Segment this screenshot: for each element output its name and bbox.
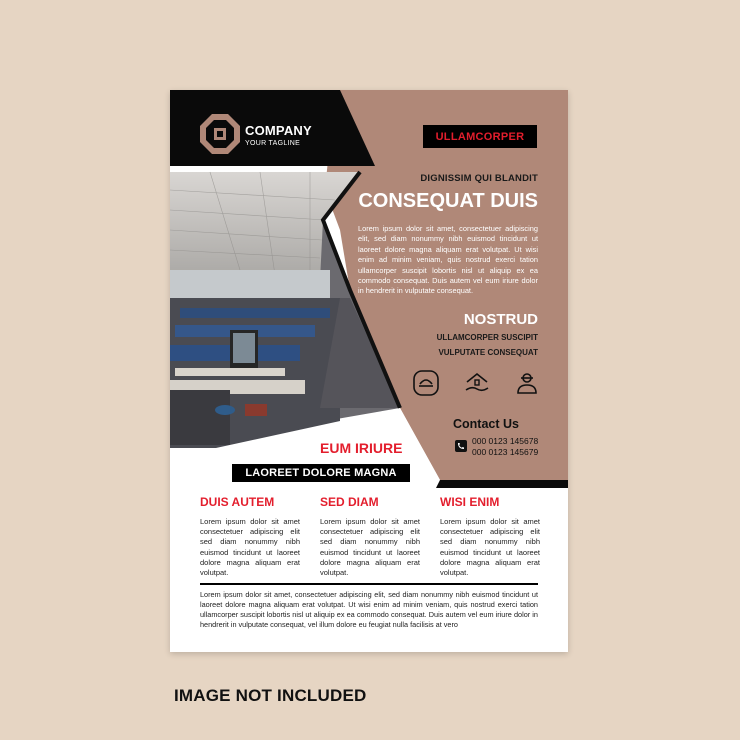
intro-text: Lorem ipsum dolor sit amet, consectetuer adipiscing elit, sed diam nonummy nibh euismod tincidunt ut laoreet dolore magna aliquam erat volutpat. Ut wisi enim ad minim veniam, quis nostrud exerci tation ullamcorper suscipit lobortis nisl ut aliquip ex ea commodo consequat. Duis autem vel eum iriure dolor in hendrerit in vulputate consequat. (358, 224, 538, 296)
column-2-text: Lorem ipsum dolor sit amet consectetuer adipiscing elit sed diam nonummy nibh euismod tincidunt ut laoreet dolore magna aliquam erat volutpat. (320, 517, 420, 578)
column-1-title: DUIS AUTEM (200, 495, 275, 509)
divider (200, 583, 538, 585)
worker-icon (512, 368, 542, 398)
feature-bar (232, 464, 410, 482)
nostrud-line-1: ULLAMCORPER SUSCIPIT (436, 333, 538, 342)
feature-title: EUM IRIURE (320, 440, 403, 456)
column-3-title: WISI ENIM (440, 495, 500, 509)
column-1-text: Lorem ipsum dolor sit amet consectetuer adipiscing elit sed diam nonummy nibh euismod tincidunt ut laoreet dolore magna aliquam erat volutpat. (200, 517, 300, 578)
ribbon-label (423, 125, 537, 148)
feature-bar-text: LAOREET DOLORE MAGNA (245, 467, 397, 479)
column-2-title: SED DIAM (320, 495, 379, 509)
bottom-black-band (436, 480, 568, 488)
home-hand-icon (462, 368, 492, 398)
phone-number-1: 000 0123 145678 (472, 436, 539, 446)
company-name: COMPANY (245, 123, 312, 138)
phone-number-2: 000 0123 145679 (472, 447, 539, 457)
headline: CONSEQUAT DUIS (358, 190, 538, 212)
helmet-icon (411, 368, 441, 398)
nostrud-title: NOSTRUD (463, 311, 538, 328)
flyer (170, 90, 568, 652)
contact-title: Contact Us (453, 417, 519, 431)
octagon-logo-icon (200, 114, 240, 154)
company-tagline: YOUR TAGLINE (245, 140, 301, 147)
phone-icon (455, 440, 467, 452)
ribbon-text: ULLAMCORPER (435, 130, 525, 143)
bottom-paragraph: Lorem ipsum dolor sit amet, consectetuer adipiscing elit, sed diam nonummy nibh euismod tincidunt ut laoreet dolore magna aliquam erat volutpat. Ut wisi enim ad minim veniam, quis nostrud exerci tation ullamcorper suscipit lobortis nisl ut aliquip ex ea commodo consequat. Duis autem vel eum iriure dolor in hendrerit in vulputate consequat, vel illum dolore eu feugiat nulla facilisis at vero (200, 590, 538, 630)
kicker: DIGNISSIM QUI BLANDIT (420, 173, 538, 184)
footer-note: IMAGE NOT INCLUDED (174, 686, 367, 705)
nostrud-line-2: VULPUTATE CONSEQUAT (438, 348, 538, 357)
column-3-text: Lorem ipsum dolor sit amet consectetuer adipiscing elit sed diam nonummy nibh euismod tincidunt ut laoreet dolore magna aliquam erat volutpat. (440, 517, 540, 578)
